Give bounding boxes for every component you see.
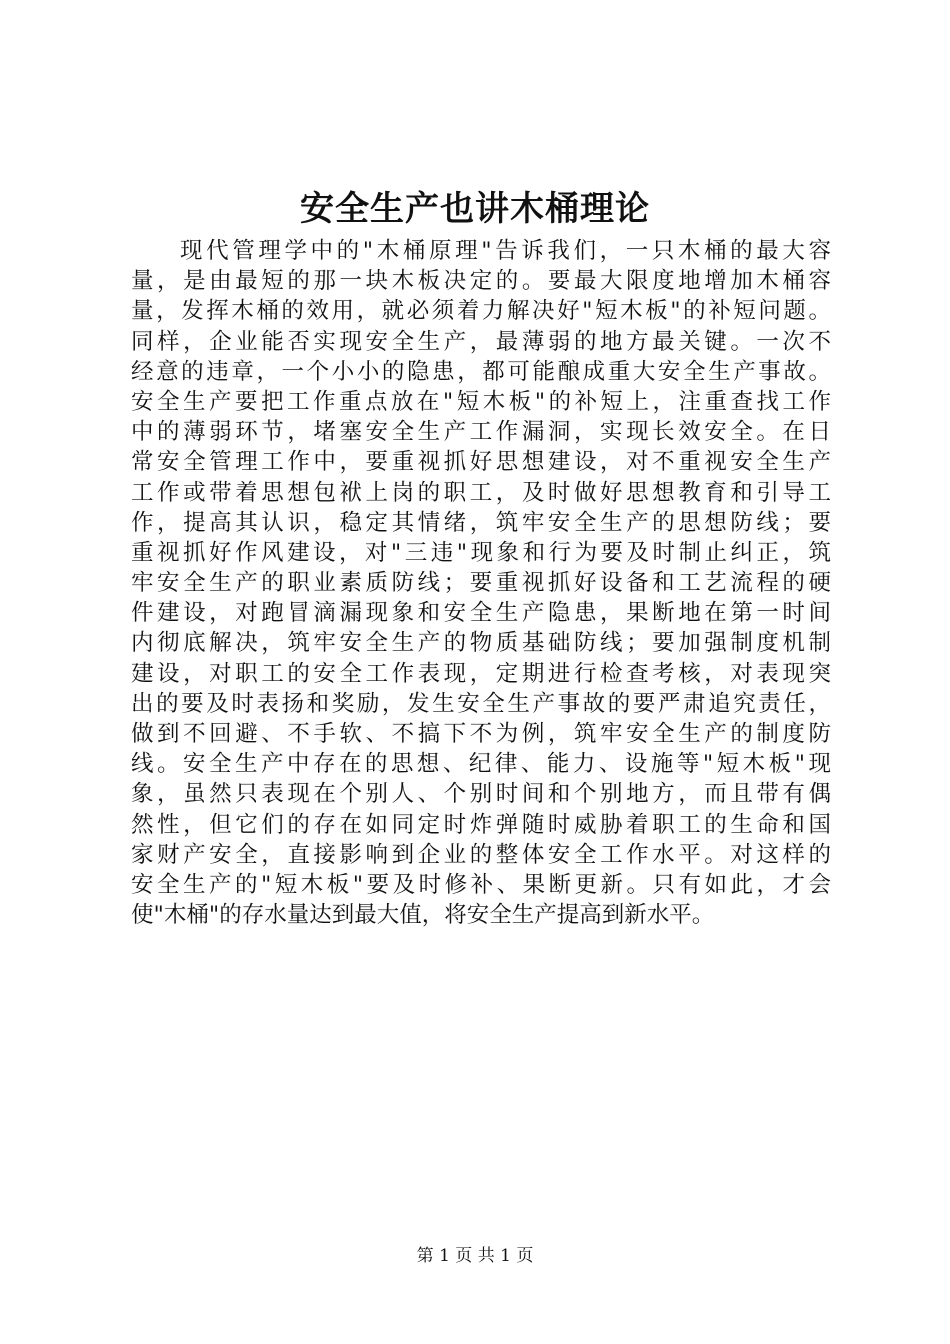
paragraph-line: 作，提高其认识，稳定其情绪，筑牢安全生产的思想防线；要 bbox=[131, 509, 831, 536]
paragraph-line: 使"木桶"的存水量达到最大值，将安全生产提高到新水平。 bbox=[131, 902, 715, 929]
body-paragraph bbox=[131, 236, 831, 930]
paragraph-line: 线。安全生产中存在的思想、纪律、能力、设施等"短木板"现 bbox=[131, 751, 831, 778]
page-footer: 第 1 页 共 1 页 bbox=[416, 1246, 534, 1266]
document-title: 安全生产也讲木桶理论 bbox=[300, 189, 650, 229]
paragraph-line: 然性，但它们的存在如同定时炸弹随时威胁着职工的生命和国 bbox=[131, 811, 831, 838]
paragraph-line: 工作或带着思想包袱上岗的职工，及时做好思想教育和引导工 bbox=[131, 479, 831, 506]
paragraph-line: 量，发挥木桶的效用，就必须着力解决好"短木板"的补短问题。 bbox=[131, 298, 831, 325]
paragraph-line: 中的薄弱环节，堵塞安全生产工作漏洞，实现长效安全。在日 bbox=[131, 419, 831, 446]
paragraph-line: 出的要及时表扬和奖励，发生安全生产事故的要严肃追究责任， bbox=[131, 690, 831, 717]
paragraph-line: 建设，对职工的安全工作表现，定期进行检查考核，对表现突 bbox=[131, 660, 831, 687]
paragraph-line: 内彻底解决，筑牢安全生产的物质基础防线；要加强制度机制 bbox=[131, 630, 831, 657]
paragraph-line: 牢安全生产的职业素质防线；要重视抓好设备和工艺流程的硬 bbox=[131, 570, 831, 597]
paragraph-line: 家财产安全，直接影响到企业的整体安全工作水平。对这样的 bbox=[131, 841, 831, 868]
paragraph-line: 常安全管理工作中，要重视抓好思想建设，对不重视安全生产 bbox=[131, 449, 831, 476]
paragraph-line: 重视抓好作风建设，对"三违"现象和行为要及时制止纠正，筑 bbox=[131, 539, 831, 566]
paragraph-line: 现代管理学中的"木桶原理"告诉我们，一只木桶的最大容 bbox=[180, 238, 831, 264]
paragraph-line: 经意的违章，一个小小的隐患，都可能酿成重大安全生产事故。 bbox=[131, 358, 831, 385]
paragraph-line: 安全生产要把工作重点放在"短木板"的补短上，注重查找工作 bbox=[131, 388, 831, 415]
paragraph-line: 做到不回避、不手软、不搞下不为例，筑牢安全生产的制度防 bbox=[131, 721, 831, 747]
paragraph-line: 量，是由最短的那一块木板决定的。要最大限度地增加木桶容 bbox=[131, 268, 831, 295]
paragraph-line: 同样，企业能否实现安全生产，最薄弱的地方最关键。一次不 bbox=[131, 328, 831, 355]
paragraph-line: 安全生产的"短木板"要及时修补、果断更新。只有如此，才会 bbox=[131, 871, 831, 898]
paragraph-line: 象，虽然只表现在个别人、个别时间和个别地方，而且带有偶 bbox=[131, 781, 831, 808]
paragraph-line: 件建设，对跑冒滴漏现象和安全生产隐患，果断地在第一时间 bbox=[131, 600, 831, 627]
